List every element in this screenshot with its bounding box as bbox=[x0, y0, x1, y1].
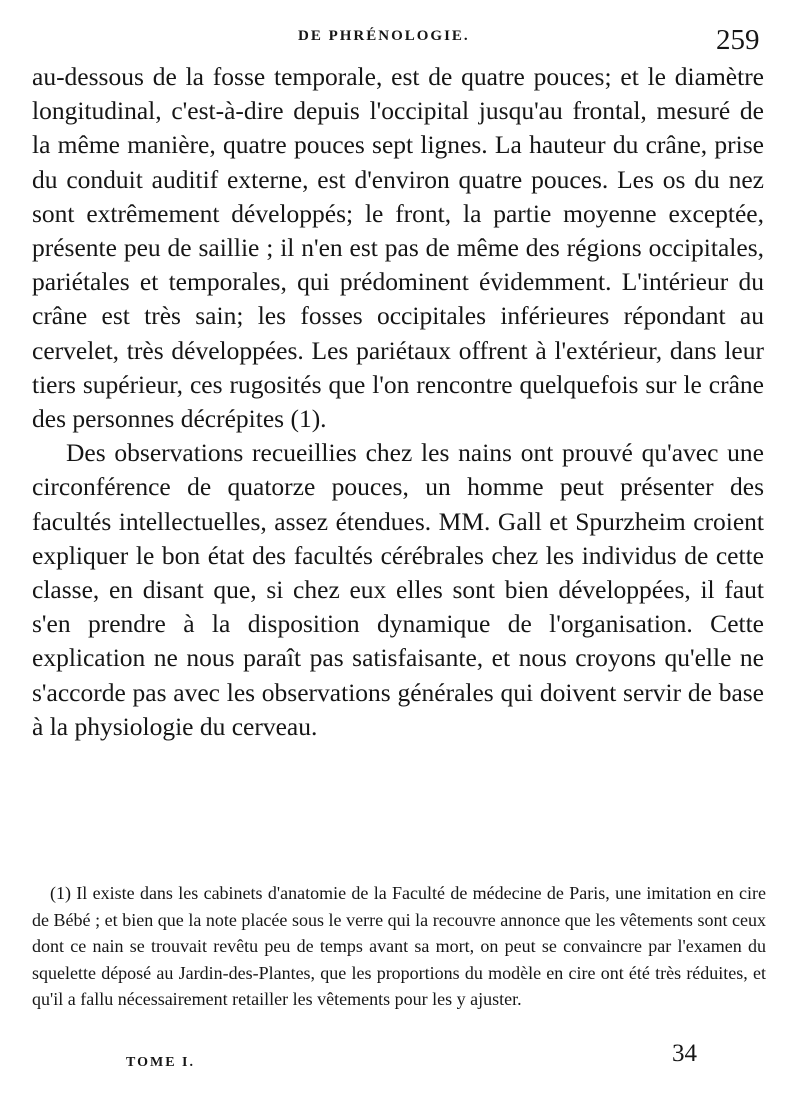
paragraph: Des observations recueillies chez les nains ont prouvé qu'avec une circonférence de quatorze pouces, un homme peut présenter des facultés intellectuelles, assez étendues. MM. Gall et Spurzheim croient expliquer le bon état des facultés cérébrales chez les individus de cette classe, en disant que, si chez eux elles sont bien développées, il faut s'en prendre à la disposition dynamique de l'organisation. Cette explication ne nous paraît pas satisfaisante, et nous croyons qu'elle ne s'accorde pas avec les observations générales qui doivent servir de base à la physiologie du cerveau. bbox=[32, 438, 764, 741]
footnote-text: (1) Il existe dans les cabinets d'anatomie de la Faculté de médecine de Paris, une imitation en cire de Bébé ; et bien que la note placée sous le verre qui la recouvre annonce que les vêtements sont ceux dont ce nain se trouvait revêtu peu de temps avant sa mort, on peut se convaincre par l'examen du squelette déposé au Jardin-des-Plantes, que les proportions du modèle en cire ont été très réduites, et qu'il a fallu nécessairement retailler les vêtements pour les y ajuster. bbox=[32, 883, 766, 1009]
paragraph: au-dessous de la fosse temporale, est de quatre pouces; et le diamètre longitudinal, c'est-à-dire depuis l'occipital jusqu'au frontal, mesuré de la même manière, quatre pouces sept lignes. La hauteur du crâne, prise du conduit auditif externe, est d'environ quatre pouces. Les os du nez sont extrêmement développés; le front, la partie moyenne exceptée, présente peu de saillie ; il n'en est pas de même des régions occipitales, pariétales et temporales, qui prédominent évidemment. L'intérieur du crâne est très sain; les fosses occipitales inférieures répondant au cervelet, très développées. Les pariétaux offrent à l'extérieur, dans leur tiers supérieur, ces rugosités que l'on rencontre quelquefois sur le crâne des personnes décrépites (1). bbox=[32, 62, 764, 434]
footnote bbox=[32, 880, 766, 1013]
page-number: 259 bbox=[716, 24, 760, 56]
running-head: DE PHRÉNOLOGIE. bbox=[298, 28, 470, 44]
sheet-number: 34 bbox=[672, 1040, 697, 1067]
body-text bbox=[32, 60, 764, 744]
signature-mark: TOME I. bbox=[126, 1055, 195, 1070]
